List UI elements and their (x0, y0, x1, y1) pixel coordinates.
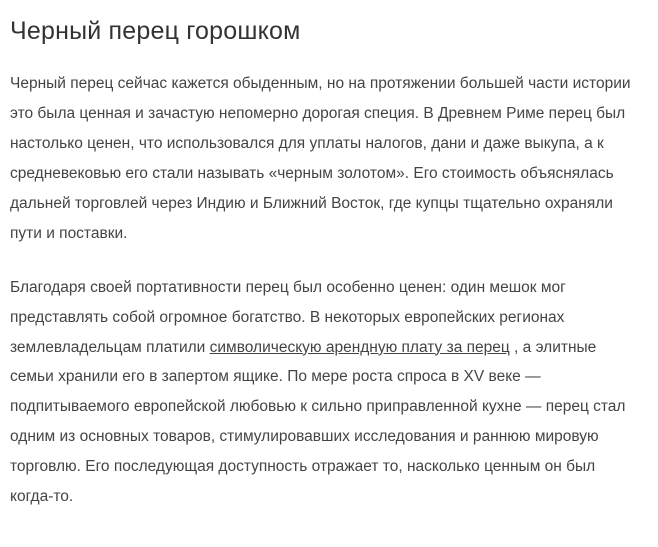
article-paragraph-1 (10, 69, 642, 248)
page-title: Черный перец горошком (10, 17, 301, 45)
article-paragraph-2 (10, 273, 642, 512)
paragraph-text: , а элитные семьи хранили его в запертом ящике. По мере роста спроса в XV веке — подпитываемого европейской любовью к сильно приправленной кухне — перец стал одним из основных товаров, стимулировавших исследования и раннюю мировую торговлю. Его последующая доступность отражает то, насколько ценным он был когда-то. (10, 338, 626, 506)
pepper-rent-link[interactable]: символическую арендную плату за перец (209, 338, 510, 356)
paragraph-text: Черный перец сейчас кажется обыденным, но на протяжении большей части истории это была ценная и зачастую непомерно дорогая специя. В Древнем Риме перец был настолько ценен, что использовался для уплаты налогов, дани и даже выкупа, а к средневековью его стали называть «черным золотом». Его стоимость объяснялась дальней торговлей через Индию и Ближний Восток, где купцы тщательно охраняли пути и поставки. (10, 75, 631, 242)
paragraph-text: Благодаря своей портативности перец был особенно ценен: один мешок мог представлять собой огромное богатство. В некоторых европейских регионах землевладельцам платили (10, 278, 566, 356)
